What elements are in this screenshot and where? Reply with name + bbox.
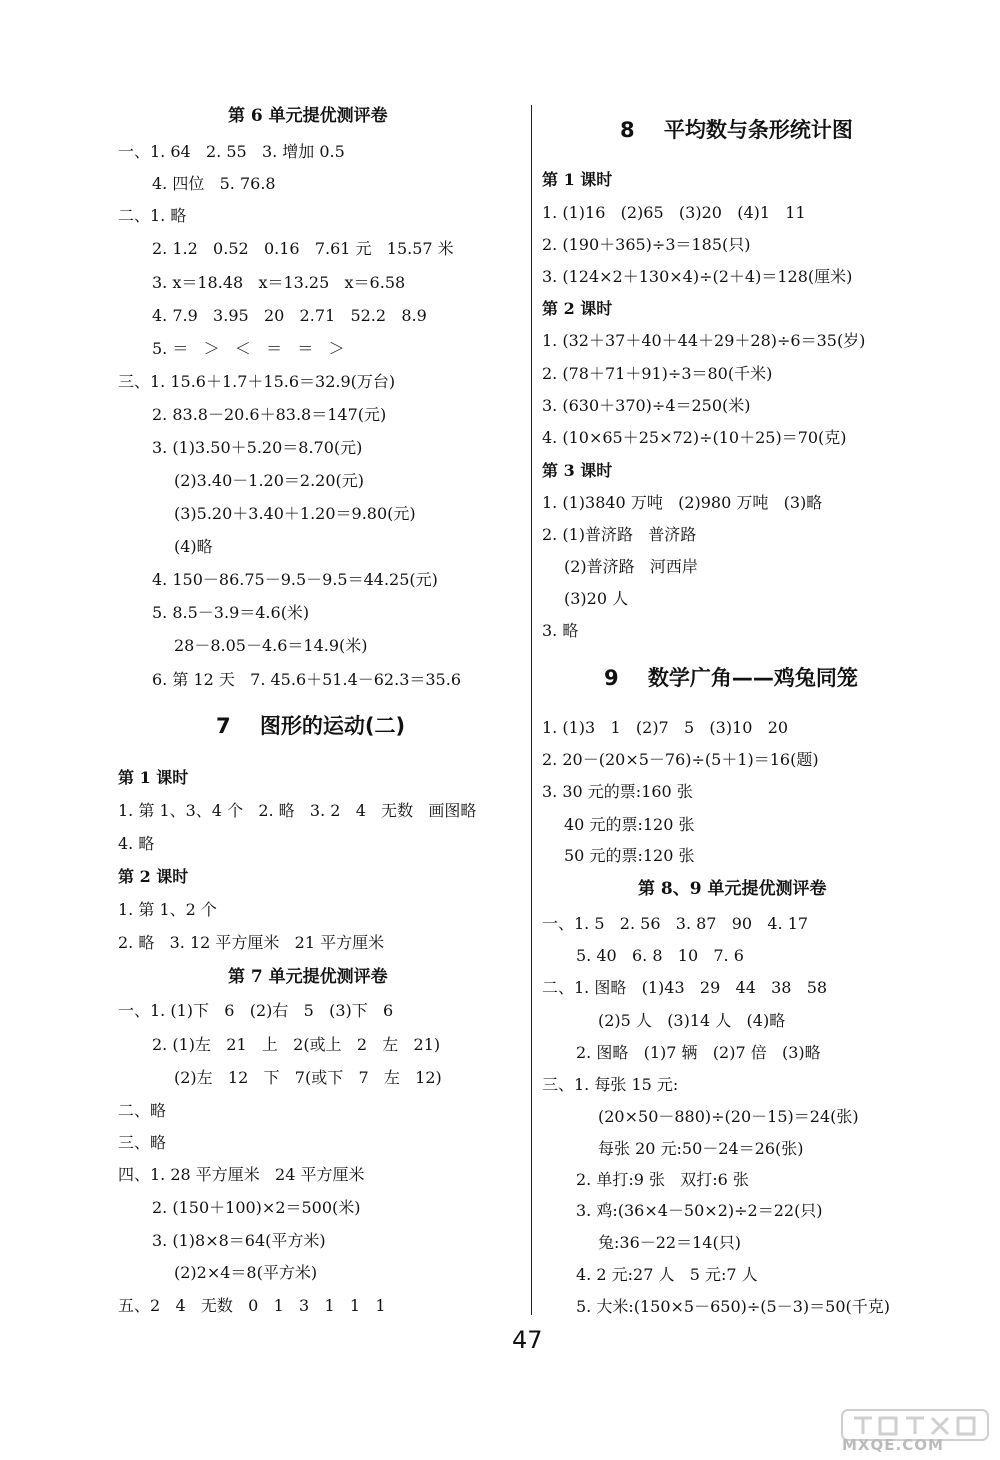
answer-line: (4)略	[174, 537, 213, 556]
answer-line: (2)2×4＝8(平方米)	[174, 1263, 318, 1282]
section-heading: 第 1 课时	[542, 170, 613, 189]
watermark-text: MXQE.COM	[842, 1436, 944, 1454]
answer-line: 3. x＝18.48 x＝13.25 x＝6.58	[152, 273, 406, 292]
section-heading: 第 6 单元提优测评卷	[228, 106, 388, 126]
answer-line: 2. (150＋100)×2＝500(米)	[152, 1198, 361, 1217]
answer-line: 三、1. 15.6＋1.7＋15.6＝32.9(万台)	[118, 372, 396, 391]
answer-line: (2)普济路 河西岸	[564, 557, 698, 576]
answer-line: 1. (1)3840 万吨 (2)980 万吨 (3)略	[542, 493, 823, 512]
section-heading: 第 7 单元提优测评卷	[228, 967, 388, 987]
answer-line: 兔:36－22＝14(只)	[598, 1233, 741, 1252]
answer-line: 2. (190＋365)÷3＝185(只)	[542, 235, 751, 254]
answer-line: 2. (78＋71＋91)÷3＝80(千米)	[542, 364, 773, 383]
answer-line: 二、1. 图略 (1)43 29 44 38 58	[542, 978, 828, 997]
answer-line: (2)5 人 (3)14 人 (4)略	[598, 1011, 786, 1030]
answer-line: 2. 20－(20×5－76)÷(5＋1)＝16(题)	[542, 750, 819, 769]
answer-line: 1. (1)3 1 (2)7 5 (3)10 20	[542, 718, 789, 737]
section-heading: 第 2 课时	[542, 299, 613, 318]
page-number: 47	[512, 1326, 543, 1354]
answer-line: 5. ＝ ＞ ＜ ＝ ＝ ＞	[152, 339, 345, 358]
section-heading: 第 8、9 单元提优测评卷	[638, 879, 827, 899]
answer-line: 4. 略	[118, 834, 155, 853]
answer-line: 3. (1)3.50＋5.20＝8.70(元)	[152, 438, 363, 457]
answer-line: 2. 图略 (1)7 辆 (2)7 倍 (3)略	[576, 1043, 821, 1062]
answer-line: 1. 第 1、2 个	[118, 900, 217, 919]
answer-line: 一、1. (1)下 6 (2)右 5 (3)下 6	[118, 1001, 394, 1020]
answer-line: 5. 大米:(150×5－650)÷(5－3)＝50(千克)	[576, 1297, 890, 1316]
answer-line: 一、1. 64 2. 55 3. 增加 0.5	[118, 142, 345, 161]
answer-line: 2. 略 3. 12 平方厘米 21 平方厘米	[118, 933, 385, 952]
answer-line: 6. 第 12 天 7. 45.6＋51.4－62.3＝35.6	[152, 670, 461, 689]
answer-line: 一、1. 5 2. 56 3. 87 90 4. 17	[542, 914, 809, 933]
section-heading: 9 数学广角——鸡兔同笼	[604, 666, 858, 690]
answer-line: (20×50－880)÷(20－15)＝24(张)	[598, 1107, 859, 1126]
section-heading: 第 2 课时	[118, 867, 189, 886]
answer-line: 4. 2 元:27 人 5 元:7 人	[576, 1265, 758, 1284]
answer-line: 5. 40 6. 8 10 7. 6	[576, 946, 744, 965]
answer-line: 2. (1)左 21 上 2(或上 2 左 21)	[152, 1035, 441, 1054]
answer-line: 五、2 4 无数 0 1 3 1 1 1	[118, 1296, 386, 1315]
answer-line: 2. 83.8－20.6＋83.8＝147(元)	[152, 405, 387, 424]
answer-line: 三、略	[118, 1133, 167, 1152]
section-heading: 第 1 课时	[118, 768, 189, 787]
answer-line: 二、1. 略	[118, 206, 187, 225]
column-divider	[531, 105, 532, 1315]
answer-line: 50 元的票:120 张	[564, 846, 695, 865]
answer-line: 4. 150－86.75－9.5－9.5＝44.25(元)	[152, 570, 438, 589]
answer-line: 3. 30 元的票:160 张	[542, 782, 693, 801]
answer-line: 3. (1)8×8＝64(平方米)	[152, 1231, 326, 1250]
answer-line: 四、1. 28 平方厘米 24 平方厘米	[118, 1165, 365, 1184]
answer-line: 1. (32＋37＋40＋44＋29＋28)÷6＝35(岁)	[542, 331, 866, 350]
answer-line: 2. 单打:9 张 双打:6 张	[576, 1170, 749, 1189]
answer-line: 5. 8.5－3.9＝4.6(米)	[152, 603, 310, 622]
answer-line: 二、略	[118, 1101, 167, 1120]
answer-line: 三、1. 每张 15 元:	[542, 1075, 679, 1094]
answer-line: 4. 四位 5. 76.8	[152, 174, 276, 193]
answer-line: (2)3.40－1.20＝2.20(元)	[174, 471, 365, 490]
answer-line: 28－8.05－4.6＝14.9(米)	[174, 636, 368, 655]
answer-line: 1. (1)16 (2)65 (3)20 (4)1 11	[542, 203, 806, 222]
answer-line: 3. 略	[542, 621, 579, 640]
answer-line: 每张 20 元:50－24＝26(张)	[598, 1139, 804, 1158]
answer-line: 3. (630＋370)÷4＝250(米)	[542, 396, 751, 415]
answer-line: 1. 第 1、3、4 个 2. 略 3. 2 4 无数 画图略	[118, 801, 477, 820]
section-heading: 7 图形的运动(二)	[216, 714, 406, 738]
section-heading: 第 3 课时	[542, 461, 613, 480]
answer-line: (3)5.20＋3.40＋1.20＝9.80(元)	[174, 504, 416, 523]
answer-line: 2. (1)普济路 普济路	[542, 525, 697, 544]
answer-line: (3)20 人	[564, 589, 629, 608]
section-heading: 8 平均数与条形统计图	[620, 118, 853, 142]
answer-line: 4. 7.9 3.95 20 2.71 52.2 8.9	[152, 306, 427, 325]
answer-line: 40 元的票:120 张	[564, 815, 695, 834]
answer-line: 3. 鸡:(36×4－50×2)÷2＝22(只)	[576, 1201, 823, 1220]
answer-line: 3. (124×2＋130×4)÷(2＋4)＝128(厘米)	[542, 267, 853, 286]
answer-line: 2. 1.2 0.52 0.16 7.61 元 15.57 米	[152, 239, 454, 258]
answer-line: 4. (10×65＋25×72)÷(10＋25)＝70(克)	[542, 428, 847, 447]
answer-line: (2)左 12 下 7(或下 7 左 12)	[174, 1068, 442, 1087]
